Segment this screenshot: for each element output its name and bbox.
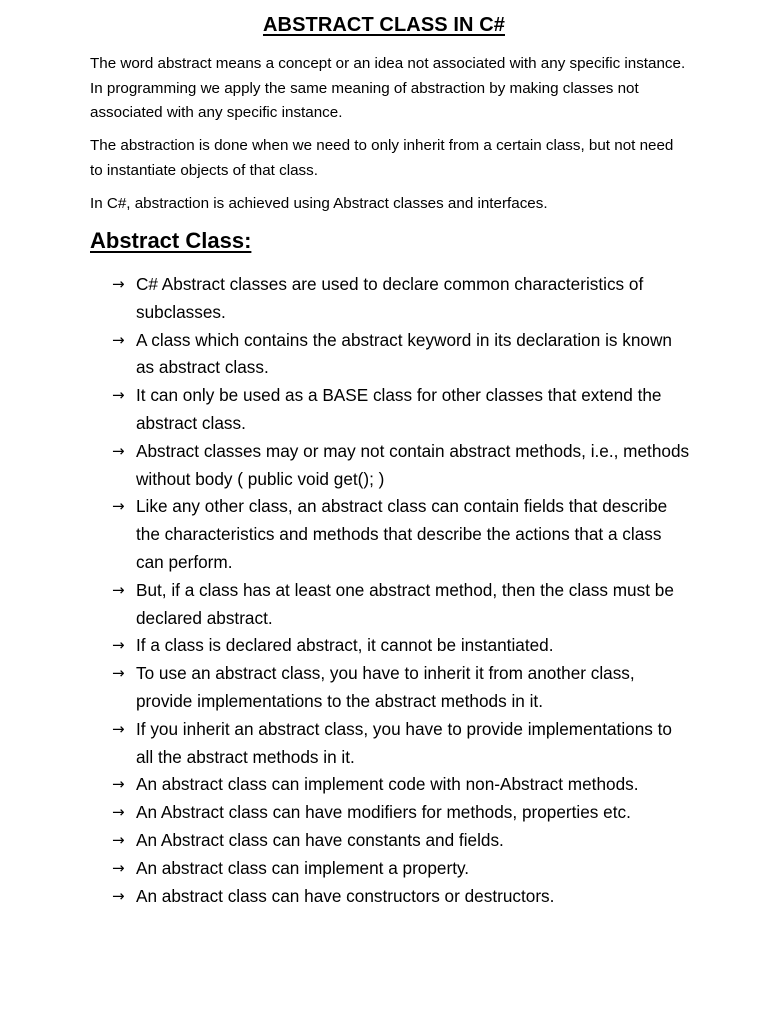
bullet-item-9: [112, 716, 692, 772]
bullet-item-8: [112, 660, 692, 716]
bullet-text: A class which contains the abstract keyword in its declaration is known as abstract class.: [136, 329, 672, 378]
bullet-item-7: [112, 632, 692, 660]
arrow-icon: →: [112, 580, 125, 599]
bullet-item-14: [112, 883, 692, 911]
bullet-item-13: [112, 855, 692, 883]
arrow-icon: →: [112, 386, 125, 405]
bullet-text: To use an abstract class, you have to inherit it from another class, provide implementations to the abstract methods in it.: [136, 663, 635, 711]
bullet-item-3: [112, 382, 692, 438]
arrow-icon: →: [112, 830, 125, 849]
bullet-text: An abstract class can implement code with non-Abstract methods.: [136, 774, 639, 795]
bullet-item-10: [112, 771, 692, 799]
intro-paragraph-2: The abstraction is done when we need to only inherit from a certain class, but not need to instantiate objects of that class.: [90, 137, 674, 179]
bullet-text: But, if a class has at least one abstract method, then the class must be declared abstract.: [136, 579, 674, 628]
bullet-text: An abstract class can have constructors or destructors.: [136, 885, 555, 906]
bullet-item-1: [112, 271, 692, 327]
bullet-item-4: [112, 438, 692, 494]
bullet-text: If you inherit an abstract class, you have to provide implementations to all the abstract methods in it.: [136, 718, 672, 767]
arrow-icon: →: [112, 330, 125, 349]
bullet-list: [112, 271, 692, 910]
arrow-icon: →: [112, 441, 125, 460]
section-heading: Abstract Class:: [90, 228, 252, 253]
document-title: ABSTRACT CLASS IN C#: [262, 14, 505, 36]
arrow-icon: →: [112, 636, 125, 655]
arrow-icon: →: [112, 886, 125, 905]
arrow-icon: →: [112, 858, 125, 877]
bullet-text: An abstract class can implement a property.: [136, 857, 470, 878]
bullet-text: It can only be used as a BASE class for other classes that extend the abstract class.: [136, 385, 662, 433]
bullet-text: Abstract classes may or may not contain abstract methods, i.e., methods without body ( public void get(); ): [136, 440, 690, 489]
bullet-item-5: [112, 493, 692, 576]
bullet-text: Like any other class, an abstract class can contain fields that describe the characteristics and methods that describe the actions that a class can perform.: [136, 496, 668, 572]
bullet-item-11: [112, 799, 692, 827]
arrow-icon: →: [112, 497, 125, 516]
arrow-icon: →: [112, 275, 125, 293]
bullet-item-6: [112, 577, 692, 633]
bullet-item-12: [112, 827, 692, 855]
arrow-icon: →: [112, 775, 125, 794]
bullet-text: An Abstract class can have constants and fields.: [136, 829, 504, 850]
intro-paragraph-1: The word abstract means a concept or an idea not associated with any specific instance. In programming we apply the same meaning of abstraction by making classes not associated with any specific instance.: [90, 55, 686, 121]
bullet-text: If a class is declared abstract, it cannot be instantiated.: [136, 635, 554, 656]
bullet-text: C# Abstract classes are used to declare common characteristics of subclasses.: [136, 274, 644, 322]
arrow-icon: →: [112, 664, 125, 683]
bullet-text: An Abstract class can have modifiers for methods, properties etc.: [136, 802, 631, 823]
bullet-item-2: [112, 327, 692, 383]
arrow-icon: →: [112, 803, 125, 822]
arrow-icon: →: [112, 719, 125, 738]
intro-paragraph-3: In C#, abstraction is achieved using Abstract classes and interfaces.: [90, 195, 548, 212]
